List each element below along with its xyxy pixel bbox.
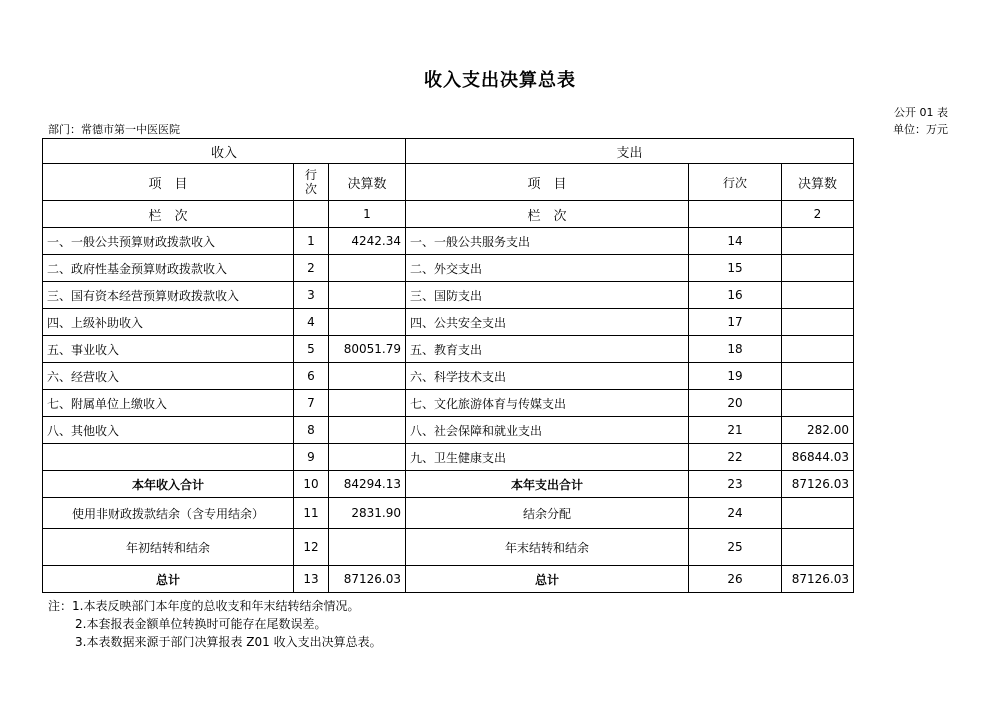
table-row [43, 417, 854, 444]
expense-amount [782, 363, 854, 390]
table-row [43, 282, 854, 309]
form-number: 公开 01 表 [894, 106, 948, 119]
income-item: 三、国有资本经营预算财政拨款收入 [43, 282, 294, 309]
income-line: 8 [294, 417, 329, 444]
table-row [43, 309, 854, 336]
expense-amount [782, 309, 854, 336]
expense-item: 总计 [406, 566, 689, 593]
income-line-header: 行次 [294, 164, 329, 201]
expense-amount: 87126.03 [782, 471, 854, 498]
expense-amount [782, 336, 854, 363]
income-line: 7 [294, 390, 329, 417]
table-row [43, 336, 854, 363]
income-amount [329, 444, 406, 471]
expense-item: 结余分配 [406, 498, 689, 529]
unit-label: 单位：万元 [893, 123, 948, 136]
income-line: 6 [294, 363, 329, 390]
expense-item: 六、科学技术支出 [406, 363, 689, 390]
income-amount [329, 417, 406, 444]
expense-item: 九、卫生健康支出 [406, 444, 689, 471]
grand-total-row [43, 566, 854, 593]
expense-line: 23 [689, 471, 782, 498]
expense-line: 15 [689, 255, 782, 282]
expense-item-header: 项 目 [406, 164, 689, 201]
expense-item: 七、文化旅游体育与传媒支出 [406, 390, 689, 417]
income-amount: 87126.03 [329, 566, 406, 593]
expense-column-label: 栏 次 [406, 201, 689, 228]
table-row [43, 444, 854, 471]
expense-line: 24 [689, 498, 782, 529]
expense-column-number: 2 [782, 201, 854, 228]
expense-amount: 87126.03 [782, 566, 854, 593]
expense-amount [782, 255, 854, 282]
income-line: 4 [294, 309, 329, 336]
column-number-row [43, 201, 854, 228]
income-item: 年初结转和结余 [43, 529, 294, 566]
table-row [43, 390, 854, 417]
expense-item: 八、社会保障和就业支出 [406, 417, 689, 444]
income-amount [329, 309, 406, 336]
income-amount: 4242.34 [329, 228, 406, 255]
table-row [43, 255, 854, 282]
balance-use-row [43, 498, 854, 529]
expense-item: 三、国防支出 [406, 282, 689, 309]
income-item: 八、其他收入 [43, 417, 294, 444]
expense-line-header: 行次 [689, 164, 782, 201]
income-amount: 84294.13 [329, 471, 406, 498]
total-year-row [43, 471, 854, 498]
carry-over-row [43, 529, 854, 566]
expense-item: 本年支出合计 [406, 471, 689, 498]
income-amount-header: 决算数 [329, 164, 406, 201]
expense-line: 25 [689, 529, 782, 566]
income-amount [329, 363, 406, 390]
income-item: 四、上级补助收入 [43, 309, 294, 336]
expense-amount [782, 498, 854, 529]
expense-section-header: 支出 [406, 139, 854, 164]
income-item: 二、政府性基金预算财政拨款收入 [43, 255, 294, 282]
income-line: 10 [294, 471, 329, 498]
income-amount: 2831.90 [329, 498, 406, 529]
expense-item: 二、外交支出 [406, 255, 689, 282]
expense-column-line-blank [689, 201, 782, 228]
expense-item: 五、教育支出 [406, 336, 689, 363]
table-row [43, 228, 854, 255]
income-line: 1 [294, 228, 329, 255]
expense-line: 14 [689, 228, 782, 255]
income-amount [329, 255, 406, 282]
income-line: 3 [294, 282, 329, 309]
expense-amount [782, 390, 854, 417]
income-item: 总计 [43, 566, 294, 593]
expense-amount [782, 529, 854, 566]
expense-amount [782, 282, 854, 309]
section-header-row [43, 139, 854, 164]
notes [48, 597, 382, 651]
expense-line: 21 [689, 417, 782, 444]
income-column-line-blank [294, 201, 329, 228]
income-line: 9 [294, 444, 329, 471]
income-item: 本年收入合计 [43, 471, 294, 498]
department-label: 部门：常德市第一中医医院 [48, 123, 180, 136]
income-amount [329, 282, 406, 309]
income-line: 2 [294, 255, 329, 282]
income-expense-table [42, 138, 854, 593]
income-column-label: 栏 次 [43, 201, 294, 228]
expense-item: 四、公共安全支出 [406, 309, 689, 336]
income-line: 5 [294, 336, 329, 363]
income-item: 七、附属单位上缴收入 [43, 390, 294, 417]
expense-amount: 282.00 [782, 417, 854, 444]
income-amount [329, 529, 406, 566]
expense-amount [782, 228, 854, 255]
income-line: 13 [294, 566, 329, 593]
expense-line: 22 [689, 444, 782, 471]
note-line: 注：1.本表反映部门本年度的总收支和年末结转结余情况。 [48, 599, 360, 613]
expense-line: 16 [689, 282, 782, 309]
income-section-header: 收入 [43, 139, 406, 164]
expense-line: 20 [689, 390, 782, 417]
income-item-header: 项 目 [43, 164, 294, 201]
expense-item: 年末结转和结余 [406, 529, 689, 566]
expense-line: 18 [689, 336, 782, 363]
income-item: 五、事业收入 [43, 336, 294, 363]
expense-line: 17 [689, 309, 782, 336]
expense-line: 26 [689, 566, 782, 593]
note-line: 3.本表数据来源于部门决算报表 Z01 收入支出决算总表。 [75, 635, 382, 649]
column-header-row [43, 164, 854, 201]
expense-line: 19 [689, 363, 782, 390]
income-item: 使用非财政拨款结余（含专用结余） [43, 498, 294, 529]
income-line: 12 [294, 529, 329, 566]
table-row [43, 363, 854, 390]
income-amount [329, 390, 406, 417]
income-column-number: 1 [329, 201, 406, 228]
expense-amount: 86844.03 [782, 444, 854, 471]
income-item: 六、经营收入 [43, 363, 294, 390]
income-line: 11 [294, 498, 329, 529]
note-line: 2.本套报表金额单位转换时可能存在尾数误差。 [75, 617, 327, 631]
income-amount: 80051.79 [329, 336, 406, 363]
income-item [43, 444, 294, 471]
income-item: 一、一般公共预算财政拨款收入 [43, 228, 294, 255]
page-title: 收入支出决算总表 [424, 70, 576, 91]
expense-item: 一、一般公共服务支出 [406, 228, 689, 255]
expense-amount-header: 决算数 [782, 164, 854, 201]
